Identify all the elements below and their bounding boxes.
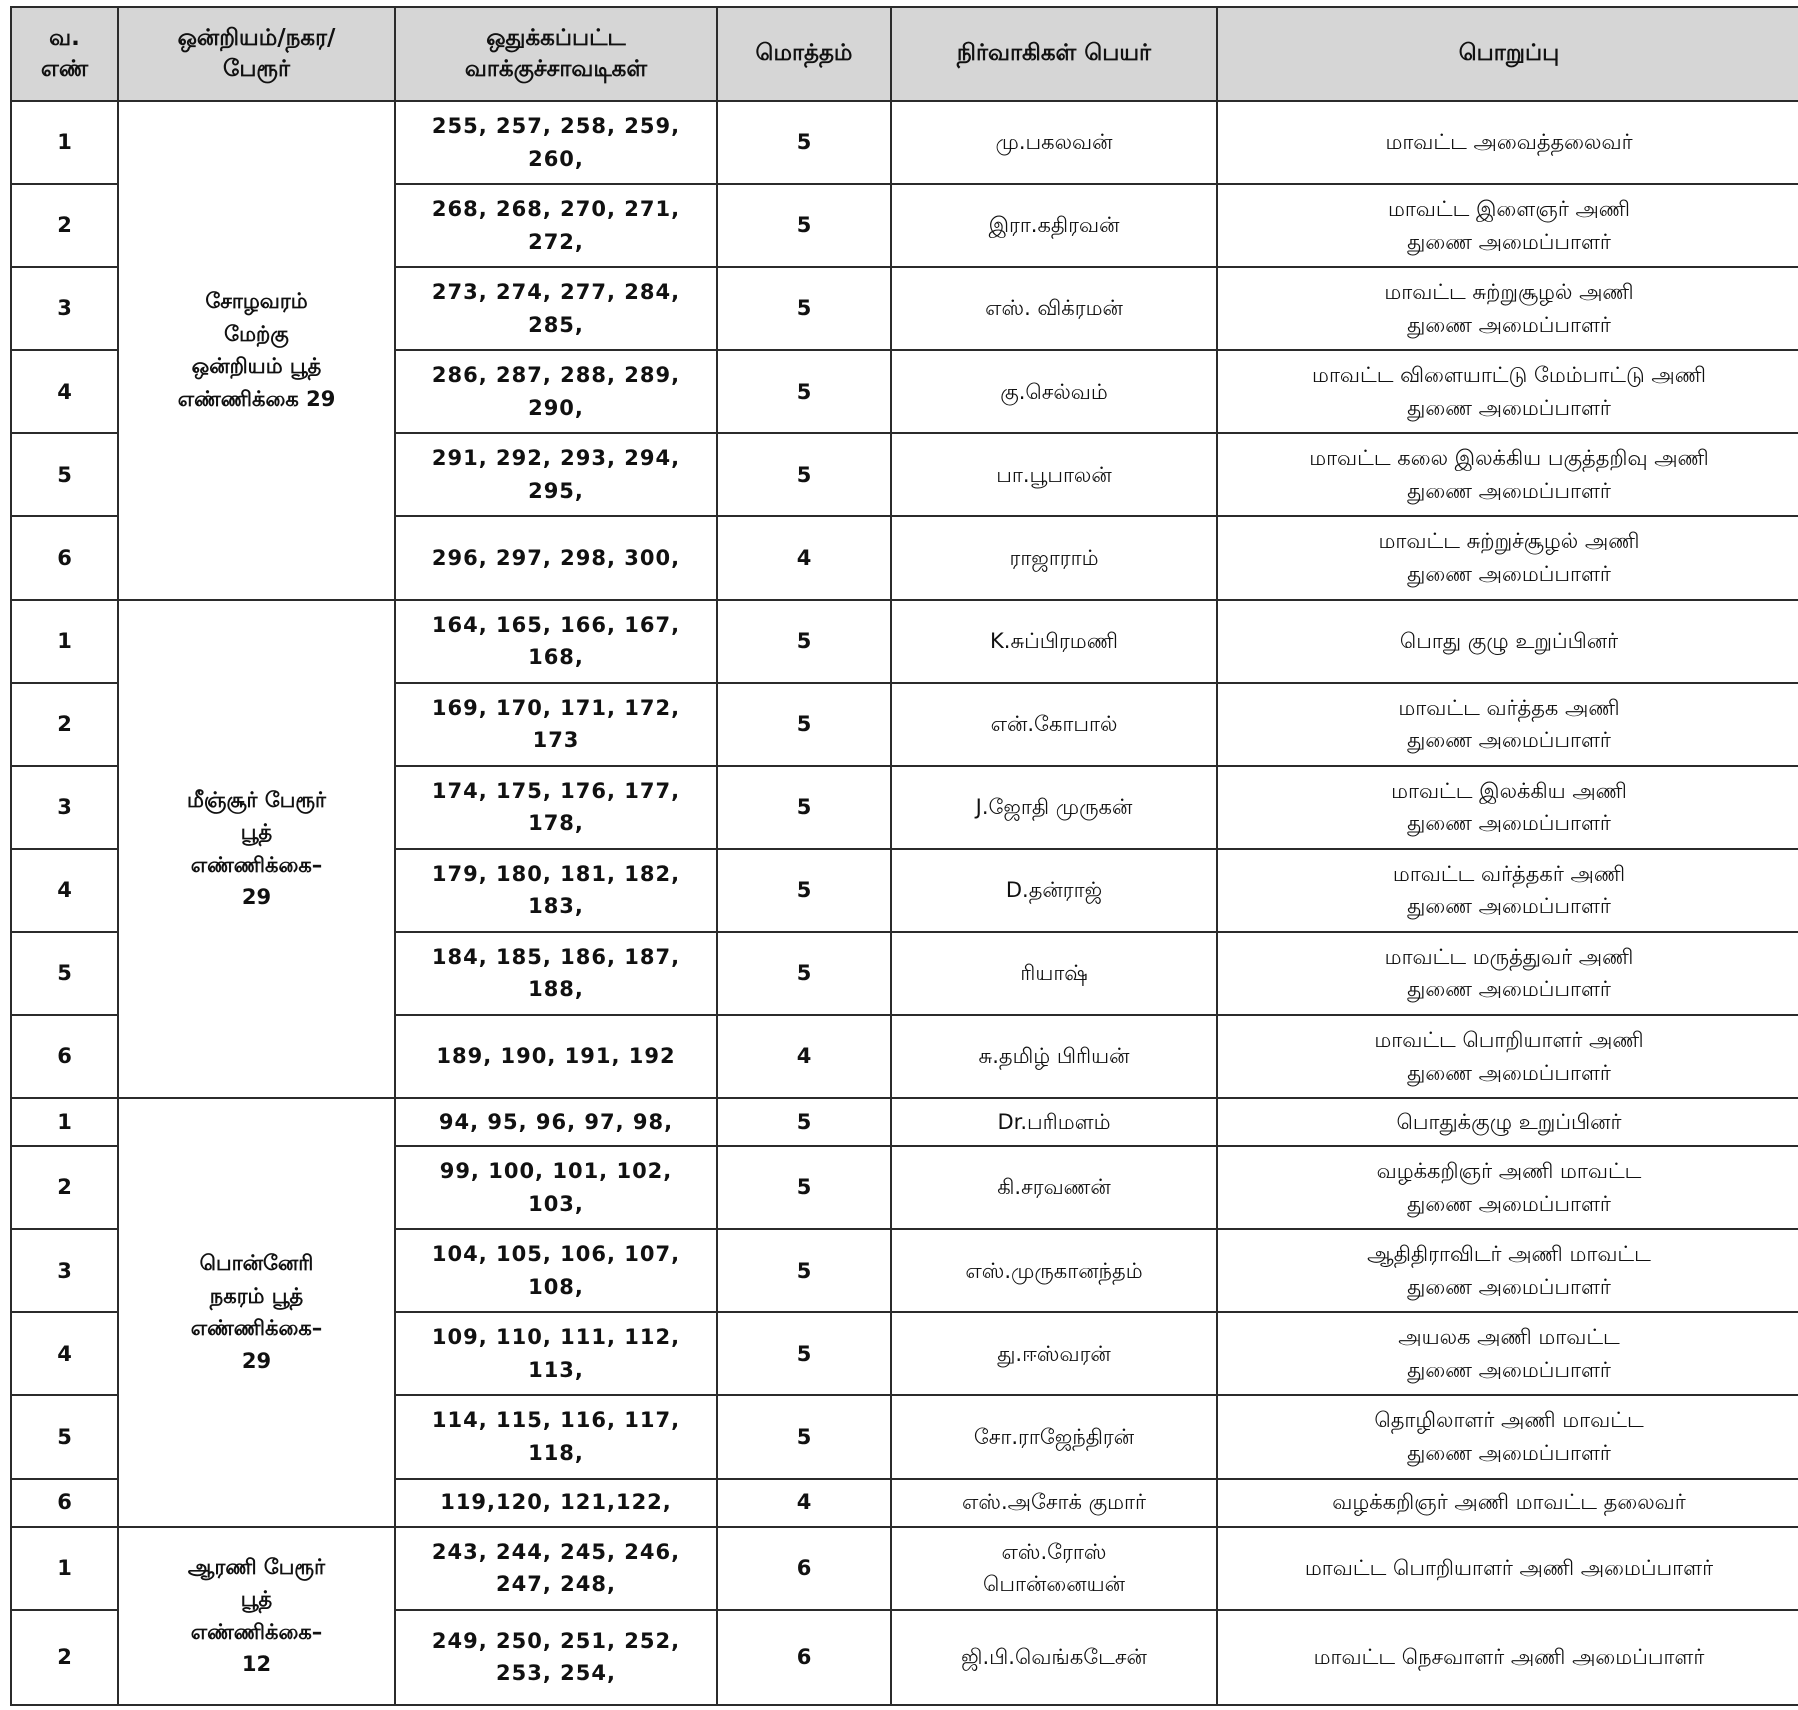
- official-name: கு.செல்வம்: [891, 350, 1217, 433]
- booth-total: 5: [717, 1146, 891, 1229]
- serial-number: 2: [11, 683, 118, 766]
- header-name: நிர்வாகிகள் பெயர்: [891, 7, 1217, 101]
- booth-total: 5: [717, 600, 891, 683]
- responsibility: மாவட்ட பொறியாளர் அணி அமைப்பாளர்: [1217, 1527, 1798, 1610]
- official-name: எஸ்.முருகானந்தம்: [891, 1229, 1217, 1312]
- header-total: மொத்தம்: [717, 7, 891, 101]
- serial-number: 1: [11, 1098, 118, 1146]
- table-row: [11, 101, 1798, 184]
- booth-list: 268, 268, 270, 271, 272,: [395, 184, 717, 267]
- table-header: [11, 7, 1798, 101]
- serial-number: 5: [11, 932, 118, 1015]
- booth-list: 189, 190, 191, 192: [395, 1015, 717, 1098]
- official-name: இரா.கதிரவன்: [891, 184, 1217, 267]
- header-booths: ஒதுக்கப்பட்ட வாக்குச்சாவடிகள்: [395, 7, 717, 101]
- header-union: ஒன்றியம்/நகர/ பேரூர்: [118, 7, 395, 101]
- official-name: என்.கோபால்: [891, 683, 1217, 766]
- booth-list: 94, 95, 96, 97, 98,: [395, 1098, 717, 1146]
- booth-total: 4: [717, 1015, 891, 1098]
- responsibility: தொழிலாளர் அணி மாவட்ட துணை அமைப்பாளர்: [1217, 1395, 1798, 1478]
- serial-number: 5: [11, 1395, 118, 1478]
- responsibility: மாவட்ட பொறியாளர் அணி துணை அமைப்பாளர்: [1217, 1015, 1798, 1098]
- responsibility: மாவட்ட அவைத்தலைவர்: [1217, 101, 1798, 184]
- responsibility: மாவட்ட கலை இலக்கிய பகுத்தறிவு அணி துணை அமைப்பாளர்: [1217, 433, 1798, 516]
- serial-number: 2: [11, 1146, 118, 1229]
- booth-list: 273, 274, 277, 284, 285,: [395, 267, 717, 350]
- serial-number: 1: [11, 600, 118, 683]
- responsibility: பொதுக்குழு உறுப்பினர்: [1217, 1098, 1798, 1146]
- booth-list: 249, 250, 251, 252, 253, 254,: [395, 1610, 717, 1705]
- serial-number: 5: [11, 433, 118, 516]
- serial-number: 4: [11, 849, 118, 932]
- serial-number: 2: [11, 184, 118, 267]
- official-name: ராஜாராம்: [891, 516, 1217, 599]
- booth-total: 5: [717, 1098, 891, 1146]
- responsibility: மாவட்ட சுற்றுச்சூழல் அணி துணை அமைப்பாளர்: [1217, 516, 1798, 599]
- serial-number: 1: [11, 101, 118, 184]
- booth-total: 6: [717, 1527, 891, 1610]
- booth-list: 286, 287, 288, 289, 290,: [395, 350, 717, 433]
- booth-total: 5: [717, 766, 891, 849]
- responsibility: மாவட்ட இலக்கிய அணி துணை அமைப்பாளர்: [1217, 766, 1798, 849]
- booth-list: 114, 115, 116, 117, 118,: [395, 1395, 717, 1478]
- serial-number: 6: [11, 516, 118, 599]
- header-responsibility: பொறுப்பு: [1217, 7, 1798, 101]
- responsibility: வழக்கறிஞர் அணி மாவட்ட தலைவர்: [1217, 1479, 1798, 1527]
- official-name: D.தன்ராஜ்: [891, 849, 1217, 932]
- union-label: ஆரணி பேரூர் பூத் எண்ணிக்கை– 12: [118, 1527, 395, 1705]
- booth-total: 5: [717, 101, 891, 184]
- serial-number: 6: [11, 1015, 118, 1098]
- responsibility: மாவட்ட மருத்துவர் அணி துணை அமைப்பாளர்: [1217, 932, 1798, 1015]
- responsibility: மாவட்ட வர்த்தக அணி துணை அமைப்பாளர்: [1217, 683, 1798, 766]
- table-body: [11, 101, 1798, 1705]
- booth-total: 5: [717, 1229, 891, 1312]
- serial-number: 3: [11, 1229, 118, 1312]
- official-name: எஸ்.ரோஸ் பொன்னையன்: [891, 1527, 1217, 1610]
- booth-list: 184, 185, 186, 187, 188,: [395, 932, 717, 1015]
- booth-list: 164, 165, 166, 167, 168,: [395, 600, 717, 683]
- booth-total: 5: [717, 932, 891, 1015]
- responsibility: அயலக அணி மாவட்ட துணை அமைப்பாளர்: [1217, 1312, 1798, 1395]
- serial-number: 4: [11, 1312, 118, 1395]
- responsibility: மாவட்ட விளையாட்டு மேம்பாட்டு அணி துணை அமைப்பாளர்: [1217, 350, 1798, 433]
- booth-total: 5: [717, 184, 891, 267]
- responsibility: ஆதிதிராவிடர் அணி மாவட்ட துணை அமைப்பாளர்: [1217, 1229, 1798, 1312]
- serial-number: 6: [11, 1479, 118, 1527]
- responsibility: மாவட்ட வர்த்தகர் அணி துணை அமைப்பாளர்: [1217, 849, 1798, 932]
- official-name: சு.தமிழ் பிரியன்: [891, 1015, 1217, 1098]
- booth-list: 174, 175, 176, 177, 178,: [395, 766, 717, 849]
- responsibility: பொது குழு உறுப்பினர்: [1217, 600, 1798, 683]
- official-name: எஸ். விக்ரமன்: [891, 267, 1217, 350]
- responsibility: மாவட்ட நெசவாளர் அணி அமைப்பாளர்: [1217, 1610, 1798, 1705]
- booth-list: 99, 100, 101, 102, 103,: [395, 1146, 717, 1229]
- serial-number: 2: [11, 1610, 118, 1705]
- serial-number: 3: [11, 267, 118, 350]
- official-name: Dr.பரிமளம்: [891, 1098, 1217, 1146]
- official-name: பா.பூபாலன்: [891, 433, 1217, 516]
- booth-total: 5: [717, 433, 891, 516]
- official-name: ஜி.பி.வெங்கடேசன்: [891, 1610, 1217, 1705]
- official-name: K.சுப்பிரமணி: [891, 600, 1217, 683]
- official-name: து.ஈஸ்வரன்: [891, 1312, 1217, 1395]
- header-row: [11, 7, 1798, 101]
- booth-list: 255, 257, 258, 259, 260,: [395, 101, 717, 184]
- booth-total: 5: [717, 1312, 891, 1395]
- assignment-table: [10, 6, 1798, 1706]
- official-name: எஸ்.அசோக் குமார்: [891, 1479, 1217, 1527]
- official-name: மு.பகலவன்: [891, 101, 1217, 184]
- booth-total: 5: [717, 683, 891, 766]
- booth-total: 4: [717, 516, 891, 599]
- booth-list: 169, 170, 171, 172, 173: [395, 683, 717, 766]
- table-row: [11, 1098, 1798, 1146]
- serial-number: 1: [11, 1527, 118, 1610]
- official-name: J.ஜோதி முருகன்: [891, 766, 1217, 849]
- official-name: சோ.ராஜேந்திரன்: [891, 1395, 1217, 1478]
- header-serial-number: வ. எண்: [11, 7, 118, 101]
- serial-number: 4: [11, 350, 118, 433]
- table-row: [11, 600, 1798, 683]
- official-name: ரியாஷ்: [891, 932, 1217, 1015]
- table-row: [11, 1527, 1798, 1610]
- serial-number: 3: [11, 766, 118, 849]
- booth-list: 119,120, 121,122,: [395, 1479, 717, 1527]
- responsibility: வழக்கறிஞர் அணி மாவட்ட துணை அமைப்பாளர்: [1217, 1146, 1798, 1229]
- booth-list: 291, 292, 293, 294, 295,: [395, 433, 717, 516]
- responsibility: மாவட்ட சுற்றுசூழல் அணி துணை அமைப்பாளர்: [1217, 267, 1798, 350]
- responsibility: மாவட்ட இளைஞர் அணி துணை அமைப்பாளர்: [1217, 184, 1798, 267]
- booth-total: 5: [717, 350, 891, 433]
- union-label: பொன்னேரி நகரம் பூத் எண்ணிக்கை– 29: [118, 1098, 395, 1526]
- booth-total: 5: [717, 849, 891, 932]
- booth-list: 243, 244, 245, 246, 247, 248,: [395, 1527, 717, 1610]
- union-label: மீஞ்சூர் பேரூர் பூத் எண்ணிக்கை– 29: [118, 600, 395, 1099]
- booth-total: 4: [717, 1479, 891, 1527]
- booth-list: 296, 297, 298, 300,: [395, 516, 717, 599]
- booth-list: 109, 110, 111, 112, 113,: [395, 1312, 717, 1395]
- official-name: கி.சரவணன்: [891, 1146, 1217, 1229]
- booth-total: 6: [717, 1610, 891, 1705]
- booth-list: 104, 105, 106, 107, 108,: [395, 1229, 717, 1312]
- booth-total: 5: [717, 1395, 891, 1478]
- union-label: சோழவரம் மேற்கு ஒன்றியம் பூத் எண்ணிக்கை 29: [118, 101, 395, 600]
- booth-list: 179, 180, 181, 182, 183,: [395, 849, 717, 932]
- booth-total: 5: [717, 267, 891, 350]
